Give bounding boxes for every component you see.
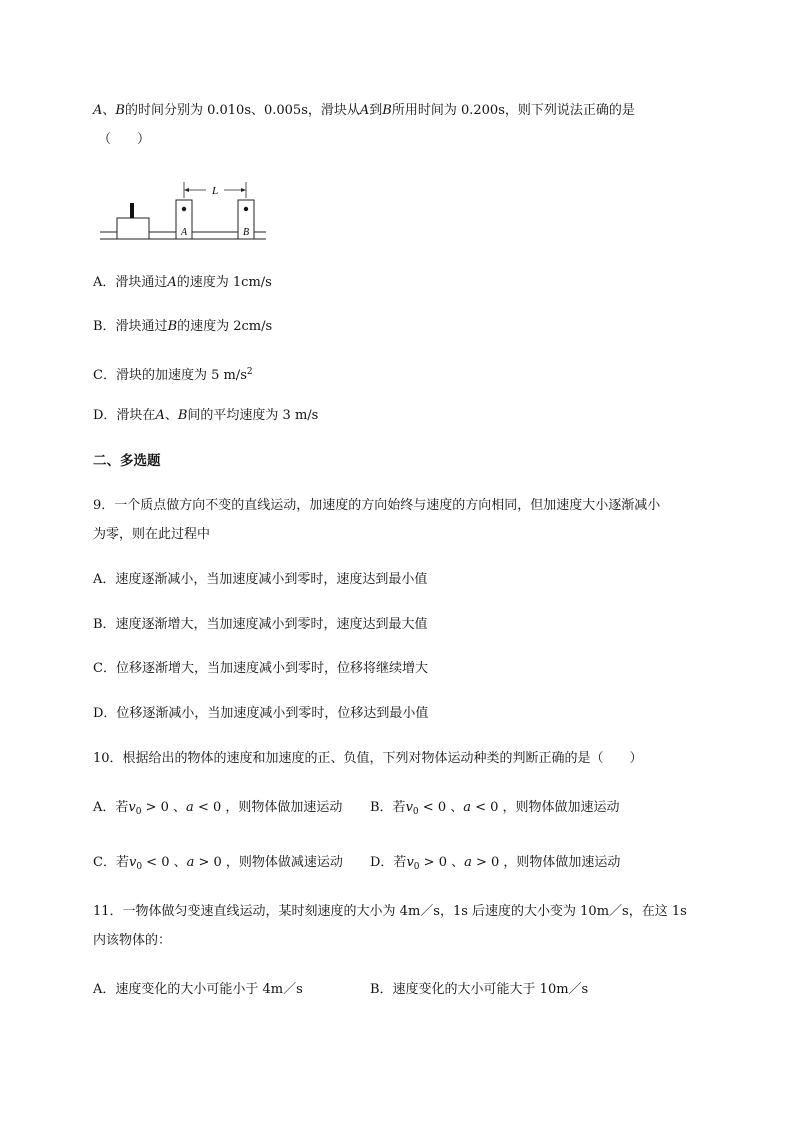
q9-stem-line2: 为零，则在此过程中 <box>93 527 211 542</box>
photogate-figure <box>100 178 270 248</box>
q8-option-d: D．滑块在A、B间的平均速度为 3 m/s <box>93 408 319 423</box>
q11-option-a: A．速度变化的大小可能小于 4m／s <box>93 982 303 997</box>
q10-stem: 10．根据给出的物体的速度和加速度的正、负值，下列对物体运动种类的判断正确的是（ ） <box>93 751 643 766</box>
q9-option-c: C．位移逐渐增大，当加速度减小到零时，位移将继续增大 <box>93 661 428 676</box>
q8-option-c: C．滑块的加速度为 5 $m/s^2$ <box>93 367 253 383</box>
q9-option-d: D．位移逐渐减小，当加速度减小到零时，位移达到最小值 <box>93 706 429 721</box>
q10-option-c: C．若$v_0 < 0$ 、a > 0 ，则物体做减速运动 <box>93 855 343 872</box>
q8-option-a: A．滑块通过A的速度为 1cm/s <box>93 275 272 290</box>
section-heading: 二、多选题 <box>93 453 161 469</box>
q9-option-a: A．速度逐渐减小，当加速度减小到零时，速度达到最小值 <box>93 572 428 587</box>
slider-block <box>117 218 149 239</box>
q10-option-d: D．若$v_0 > 0$ 、a > 0 ，则物体做加速运动 <box>370 855 621 872</box>
q8-answer-paren: （ ） <box>98 132 151 147</box>
q11-option-b: B．速度变化的大小可能大于 10m／s <box>370 982 589 997</box>
var-b: B <box>115 103 125 118</box>
length-label: L <box>211 185 219 197</box>
q10-option-a: A．若$v_0 > 0$ 、a < 0 ，则物体做加速运动 <box>93 800 343 817</box>
q9-option-b: B．速度逐渐增大，当加速度减小到零时，速度达到最大值 <box>93 617 428 632</box>
q10-option-b: B．若$v_0 < 0$ 、a < 0 ，则物体做加速运动 <box>370 800 620 817</box>
q9-stem-line1: 9．一个质点做方向不变的直线运动，加速度的方向始终与速度的方向相同，但加速度大小逐渐减小 <box>93 498 661 513</box>
q8-stem-line1: A、B的时间分别为 0.010s、0.005s，滑块从A到B所用时间为 0.200s，则下列说法正确的是 <box>93 103 635 118</box>
q11-stem-line1: 11．一物体做匀变速直线运动，某时刻速度的大小为 4m／s，1s 后速度的大小变为 10m／s，在这 1s <box>93 904 687 919</box>
gate-b-label: B <box>242 227 250 238</box>
q11-stem-line2: 内该物体的： <box>93 933 172 948</box>
q8-option-b: B．滑块通过B的速度为 2cm/s <box>93 319 273 334</box>
var-a: A <box>93 103 103 118</box>
slider-flag <box>130 203 134 218</box>
gate-a-label: A <box>180 227 188 238</box>
